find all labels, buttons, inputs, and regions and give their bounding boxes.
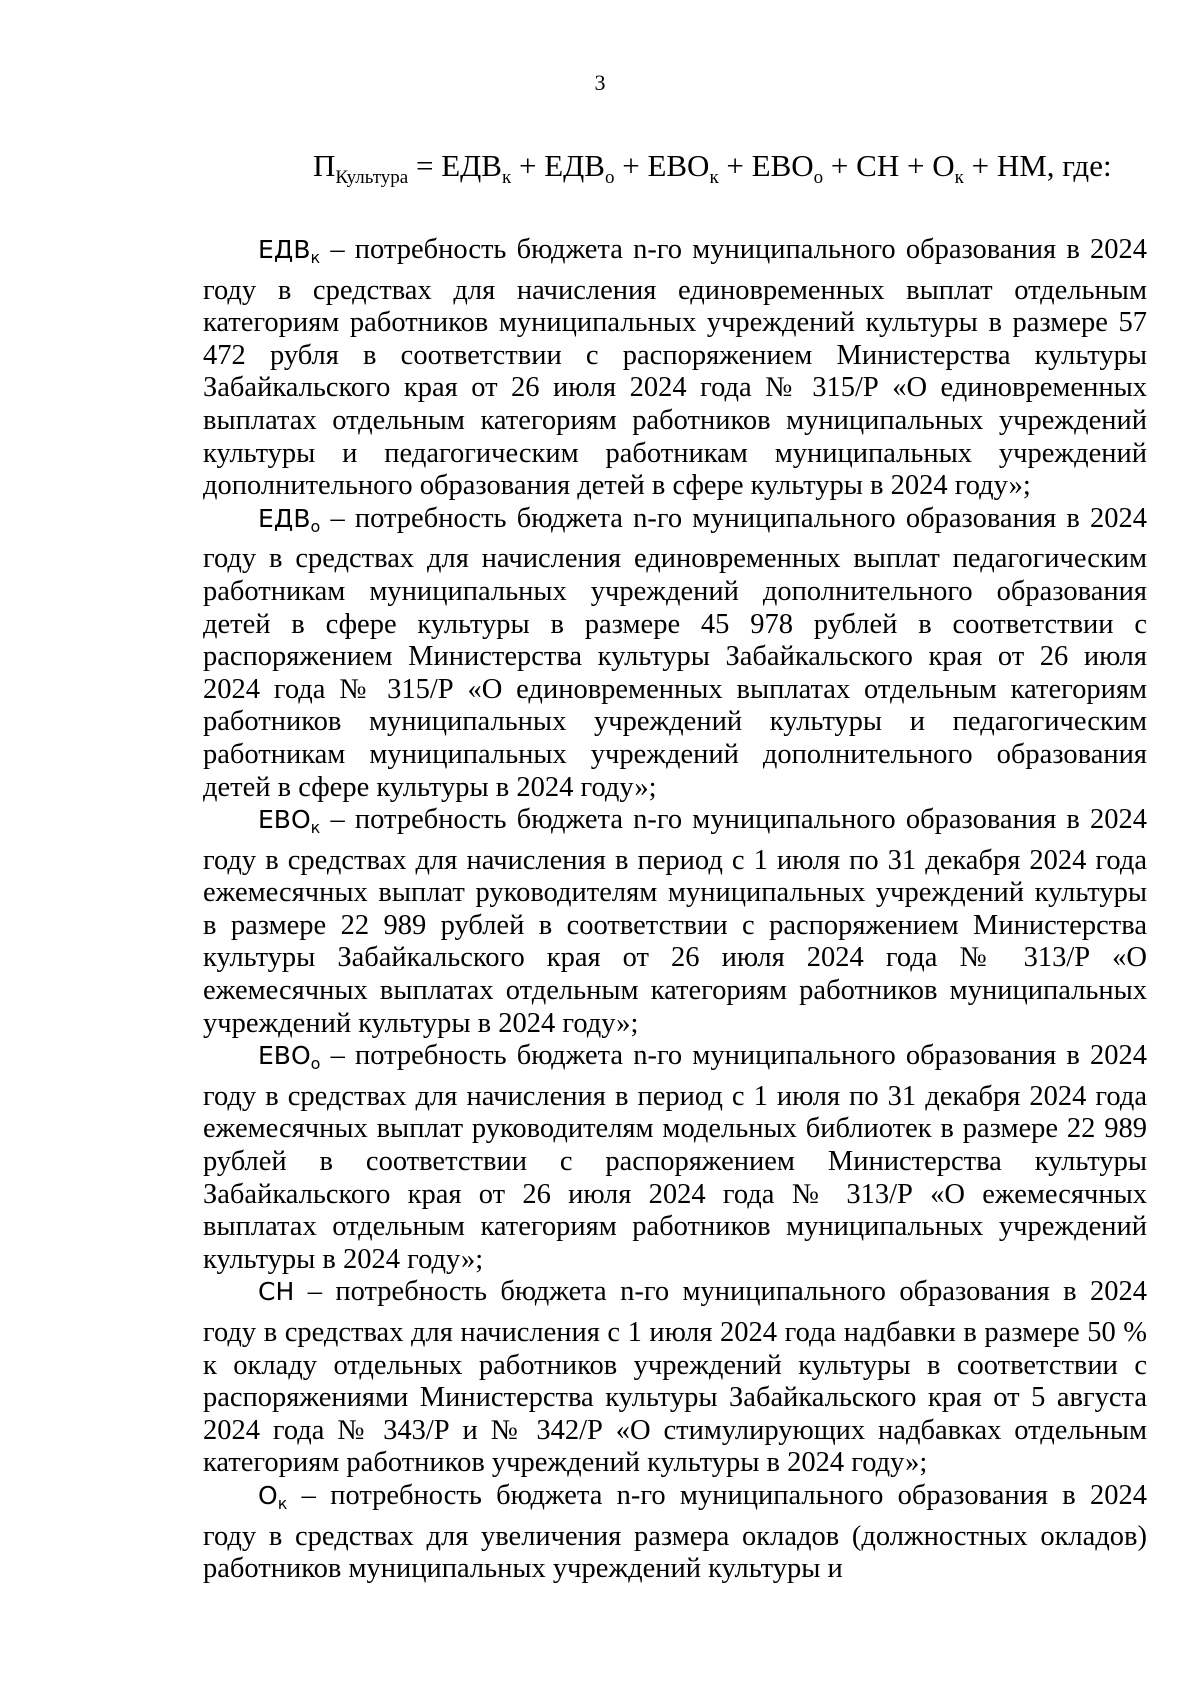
definition-paragraph	[203, 804, 1147, 1040]
definition-text: – потребность бюджета n-го муниципального образования в 2024 году в средствах для увеличения размера окладов (должностных окладов) работников муниципальных учреждений культуры и	[203, 1479, 1147, 1585]
term-symbol: $ЕВО_о$	[258, 1041, 321, 1074]
document-body	[203, 234, 1147, 1586]
formula-term: $ЕВО_о$	[751, 148, 824, 188]
formula-term: СН	[856, 148, 900, 183]
definition-paragraph	[203, 1040, 1147, 1276]
definition-paragraph	[203, 503, 1147, 804]
formula-term: $ЕВО_к$	[647, 148, 719, 188]
formula-plus: +	[823, 148, 857, 183]
formula-plus: +	[511, 148, 545, 183]
term-symbol: СН	[258, 1277, 295, 1307]
definition-paragraph	[203, 1480, 1147, 1586]
formula-plus: +	[963, 148, 997, 183]
definition-text: – потребность бюджета n-го муниципального образования в 2024 году в средствах для начисления в период с 1 июля по 31 декабря 2024 года ежемесячных выплат руководителям модельных библиотек в размере 22 989 рублей в соответствии с распоряжением Министерства культуры Забайкальского края от 26 июля 2024 года № 313/Р «О ежемесячных выплатах отдельным категориям работников муниципальных учреждений культуры в 2024 году»;	[203, 1040, 1147, 1275]
definition-paragraph	[203, 1276, 1147, 1480]
formula	[313, 148, 1112, 189]
term-symbol: $О_к$	[258, 1480, 288, 1513]
formula-plus: +	[899, 148, 933, 183]
formula-term: $ЕДВ_о$	[544, 148, 615, 188]
formula-equals: =	[408, 148, 442, 183]
formula-term: $О_к$	[932, 148, 964, 188]
formula-tail: , где:	[1046, 148, 1112, 183]
formula-plus: +	[614, 148, 648, 183]
formula-plus: +	[718, 148, 752, 183]
page-number: 3	[594, 70, 606, 95]
formula-term: $ЕДВ_к$	[441, 148, 512, 188]
definition-paragraph	[203, 234, 1147, 503]
definition-text: – потребность бюджета n-го муниципального образования в 2024 году в средствах для начисления с 1 июля 2024 года надбавки в размере 50 % к окладу отдельных работников учреждений культуры в соответствии с распоряжениями Министерства культуры Забайкальского края от 5 августа 2024 года № 343/Р и № 342/Р «О стимулирующих надбавках отдельным категориям работников учреждений культуры в 2024 году»;	[203, 1276, 1147, 1479]
term-symbol: $ЕДВ_к$	[258, 235, 321, 267]
definition-text: – потребность бюджета n-го муниципального образования в 2024 году в средствах для начисления единовременных выплат педагогическим работникам муниципальных учреждений дополнительного образования детей в сфере культуры в размере 45 978 рублей в соответствии с распоряжением Министерства культуры Забайкальского края от 26 июля 2024 года № 315/Р «О единовременных выплатах отдельным категориям работников муниципальных учреждений культуры и педагогическим работникам муниципальных учреждений дополнительного образования детей в сфере культуры в 2024 году»;	[203, 502, 1147, 803]
formula-term: НМ	[996, 148, 1047, 183]
definition-text: – потребность бюджета n-го муниципального образования в 2024 году в средствах для начисления в период с 1 июля по 31 декабря 2024 года ежемесячных выплат руководителям муниципальных учреждений культуры в размере 22 989 рублей в соответствии с распоряжением Министерства культуры Забайкальского края от 26 июля 2024 года № 313/Р «О ежемесячных выплатах отдельным категориям работников муниципальных учреждений культуры в 2024 году»;	[203, 804, 1147, 1039]
term-symbol: $ЕДВ_о$	[258, 503, 321, 536]
term-symbol: $ЕВО_к$	[258, 805, 321, 838]
definition-text: – потребность бюджета n-го муниципального образования в 2024 году в средствах для начисления единовременных выплат отдельным категориям работников муниципальных учреждений культуры в размере 57 472 рубля в соответствии с распоряжением Министерства культуры Забайкальского края от 26 июля 2024 года № 315/Р «О единовременных выплатах отдельным категориям работников муниципальных учреждений культуры и педагогическим работникам муниципальных учреждений дополнительного образования детей в сфере культуры в 2024 году»;	[203, 234, 1147, 502]
formula-lhs: $П_{Культура}$	[313, 148, 409, 188]
